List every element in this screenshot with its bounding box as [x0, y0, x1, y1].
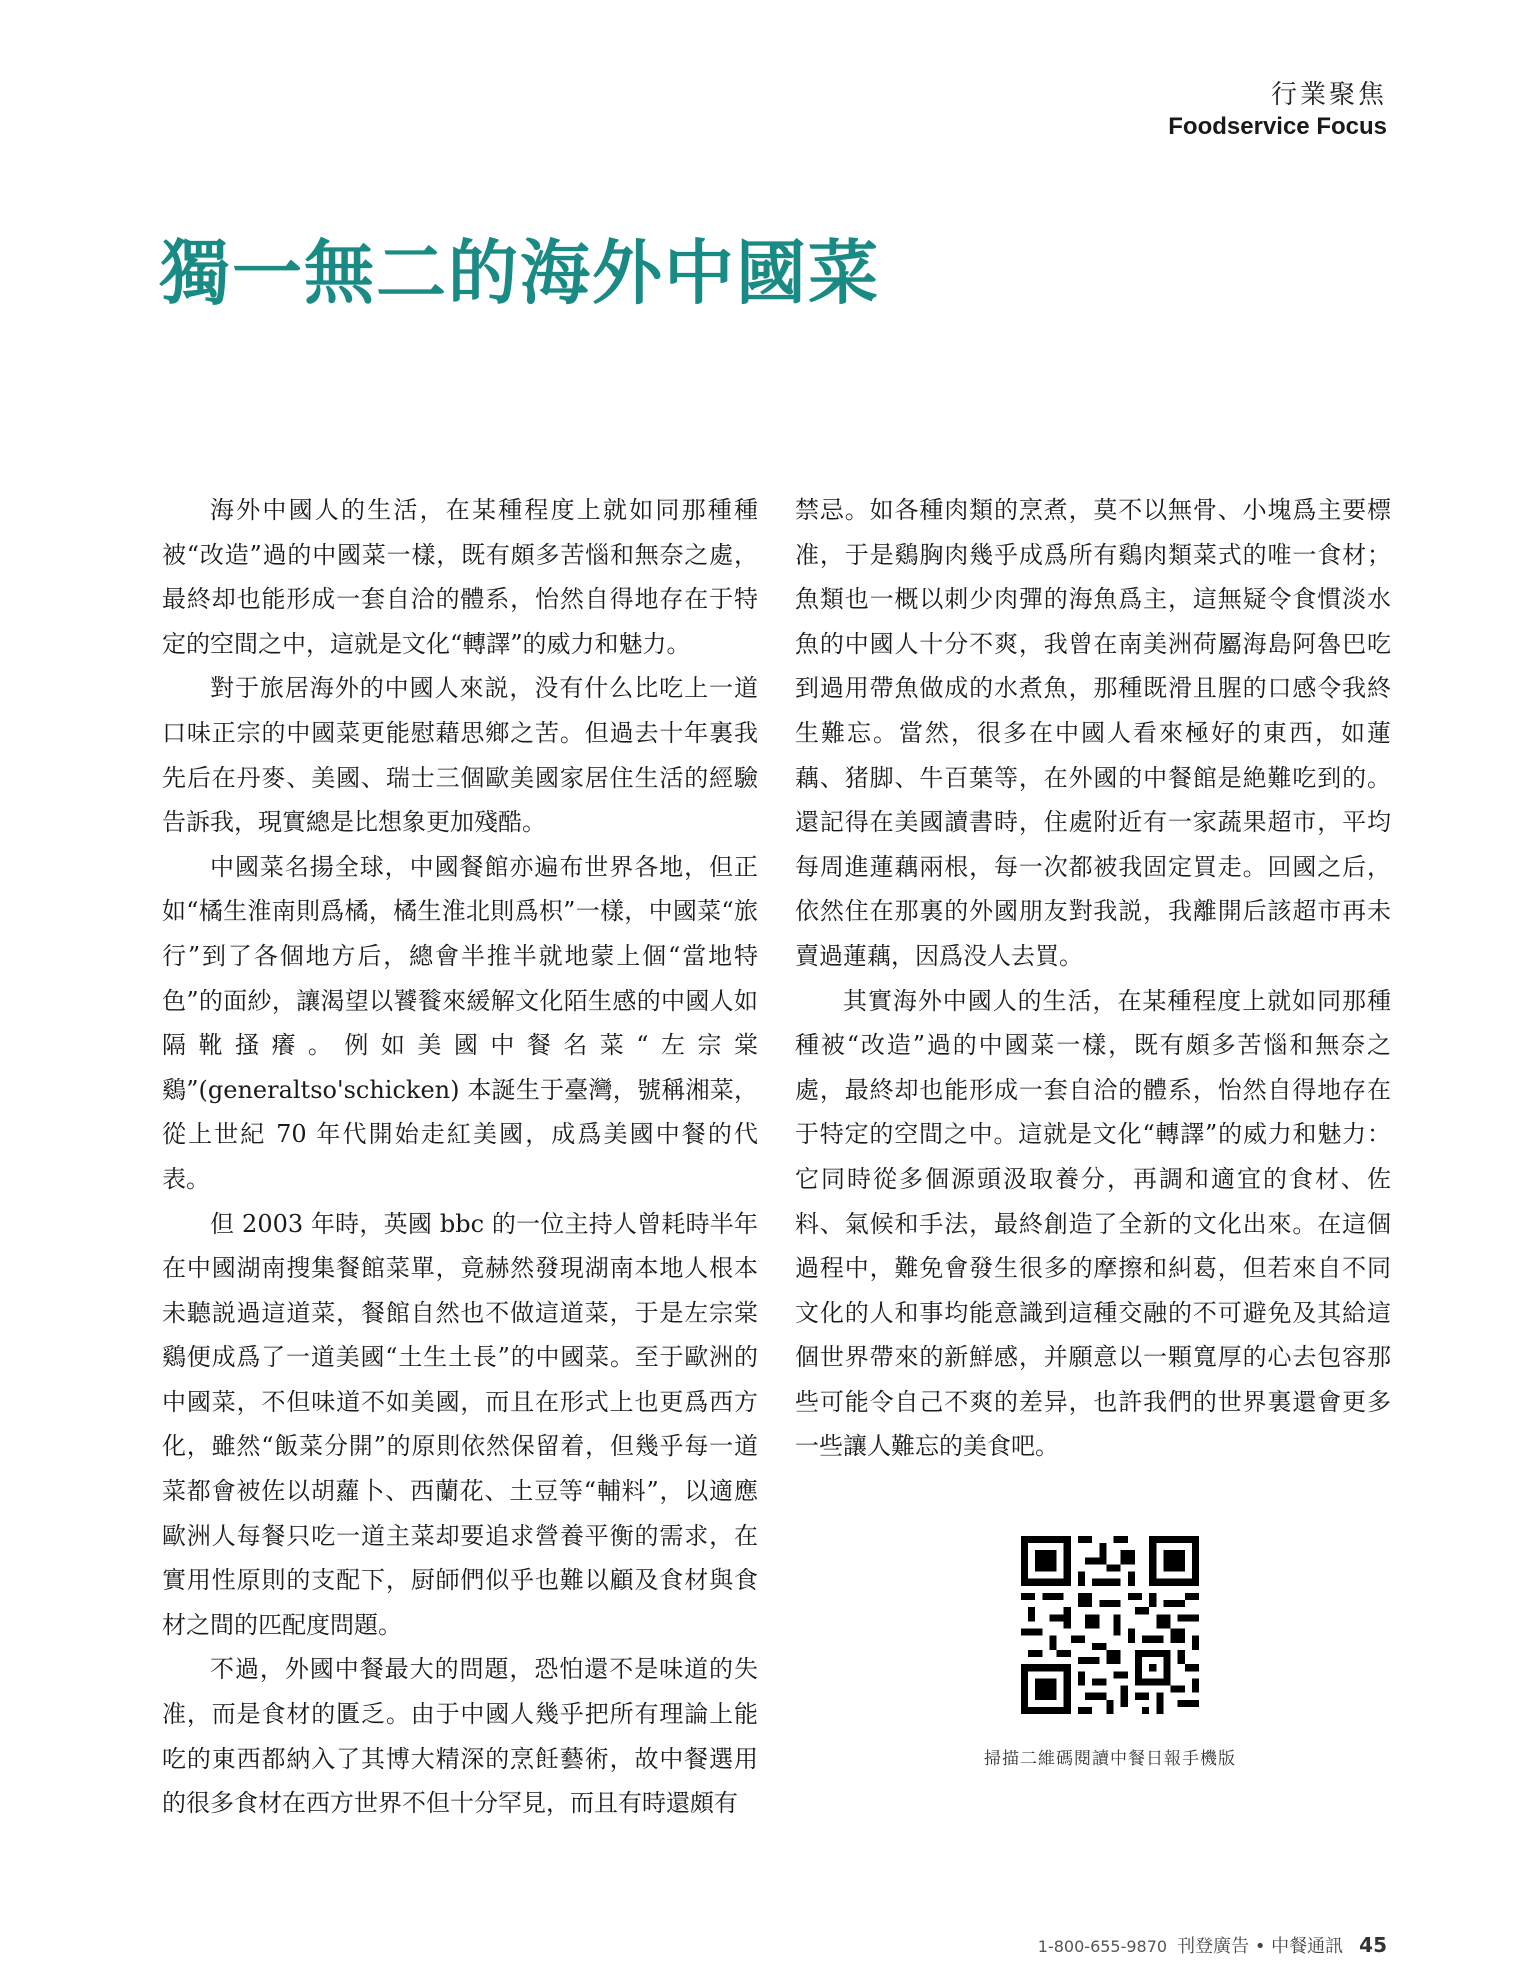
section-title-en: Foodservice Focus: [1168, 113, 1387, 140]
paragraph: 海外中國人的生活，在某種程度上就如同那種種被“改造”過的中國菜一樣，既有頗多苦惱和無奈之處，最終却也能形成一套自洽的體系，怡然自得地存在于特定的空間之中，這就是文化“轉譯”的威力和魅力。: [162, 496, 758, 658]
section-header: [1168, 78, 1387, 142]
page-footer: [1038, 1932, 1387, 1958]
article-title: 獨一無二的海外中國菜: [160, 231, 880, 314]
qr-caption: 掃描二維碼閱讀中餐日報手機版: [984, 1749, 1236, 1769]
paragraph: 其實海外中國人的生活，在某種程度上就如同那種種被“改造”過的中國菜一樣，既有頗多苦惱和無奈之處，最終却也能形成一套自洽的體系，怡然自得地存在于特定的空間之中。這就是文化“轉譯”的威力和魅力：它同時從多個源頭汲取養分，再調和適宜的食材、佐料、氣候和手法，最終創造了全新的文化出來。在這個過程中，難免會發生很多的摩擦和糾葛，但若來自不同文化的人和事均能意識到這種交融的不可避免及其給這個世界帶來的新鮮感，并願意以一顆寬厚的心去包容那些可能令自己不爽的差异，也許我們的世界裏還會更多一些讓人難忘的美食吧。: [795, 986, 1391, 1461]
footer-phone: 1-800-655-9870: [1037, 1937, 1168, 1956]
paragraph: 但 2003 年時，英國 bbc 的一位主持人曾耗時半年在中國湖南搜集餐館菜單，竟赫然發現湖南本地人根本未聽説過這道菜，餐館自然也不做這道菜，于是左宗棠鷄便成爲了一道美國“土生土長”的中國菜。至于歐洲的中國菜，不但味道不如美國，而且在形式上也更爲西方化，雖然“飯菜分開”的原則依然保留着，但幾乎每一道菜都會被佐以胡蘿卜、西蘭花、土豆等“輔料”，以適應歐洲人每餐只吃一道主菜却要追求營養平衡的需求，在實用性原則的支配下，厨師們似乎也難以顧及食材與食材之間的匹配度問題。: [162, 1209, 758, 1639]
section-title-zh: 行業聚焦: [1270, 80, 1387, 110]
qr-block: [960, 1536, 1260, 1769]
page-number: 45: [1359, 1933, 1387, 1957]
qr-code-icon[interactable]: [1021, 1536, 1199, 1714]
paragraph: 中國菜名揚全球，中國餐館亦遍布世界各地，但正如“橘生淮南則爲橘，橘生淮北則爲枳”一樣，中國菜“旅行”到了各個地方后，總會半推半就地蒙上個“當地特色”的面紗，讓渴望以饕餮來緩解文化陌生感的中國人如隔靴搔癢。例如美國中餐名菜“左宗棠鷄”(generaltso'schicken) 本誕生于臺灣，號稱湘菜，從上世紀 70 年代開始走紅美國，成爲美國中餐的代表。: [162, 852, 758, 1193]
paragraph-continued: 禁忌。如各種肉類的烹煮，莫不以無骨、小塊爲主要標准，于是鷄胸肉幾乎成爲所有鷄肉類菜式的唯一食材；魚類也一概以刺少肉彈的海魚爲主，這無疑令食慣淡水魚的中國人十分不爽，我曾在南美洲荷屬海島阿魯巴吃到過用帶魚做成的水煮魚，那種既滑且腥的口感令我終生難忘。當然，很多在中國人看來極好的東西，如蓮藕、猪脚、牛百葉等，在外國的中餐館是絶難吃到的。還記得在美國讀書時，住處附近有一家蔬果超市，平均每周進蓮藕兩根，每一次都被我固定買走。回國之后，依然住在那裏的外國朋友對我説，我離開后該超市再未賣過蓮藕，因爲没人去買。: [795, 496, 1391, 970]
footer-publication: 刊登廣告 • 中餐通訊: [1177, 1936, 1344, 1957]
article-column-left: [162, 488, 758, 1826]
paragraph: 對于旅居海外的中國人來説，没有什么比吃上一道口味正宗的中國菜更能慰藉思鄉之苦。但過去十年裏我先后在丹麥、美國、瑞士三個歐美國家居住生活的經驗告訴我，現實總是比想象更加殘酷。: [162, 674, 758, 837]
paragraph: 不過，外國中餐最大的問題，恐怕還不是味道的失准，而是食材的匱乏。由于中國人幾乎把所有理論上能吃的東西都納入了其博大精深的烹飪藝術，故中餐選用的很多食材在西方世界不但十分罕見，而且有時還頗有: [162, 1655, 758, 1818]
article-column-right: [795, 488, 1391, 1469]
